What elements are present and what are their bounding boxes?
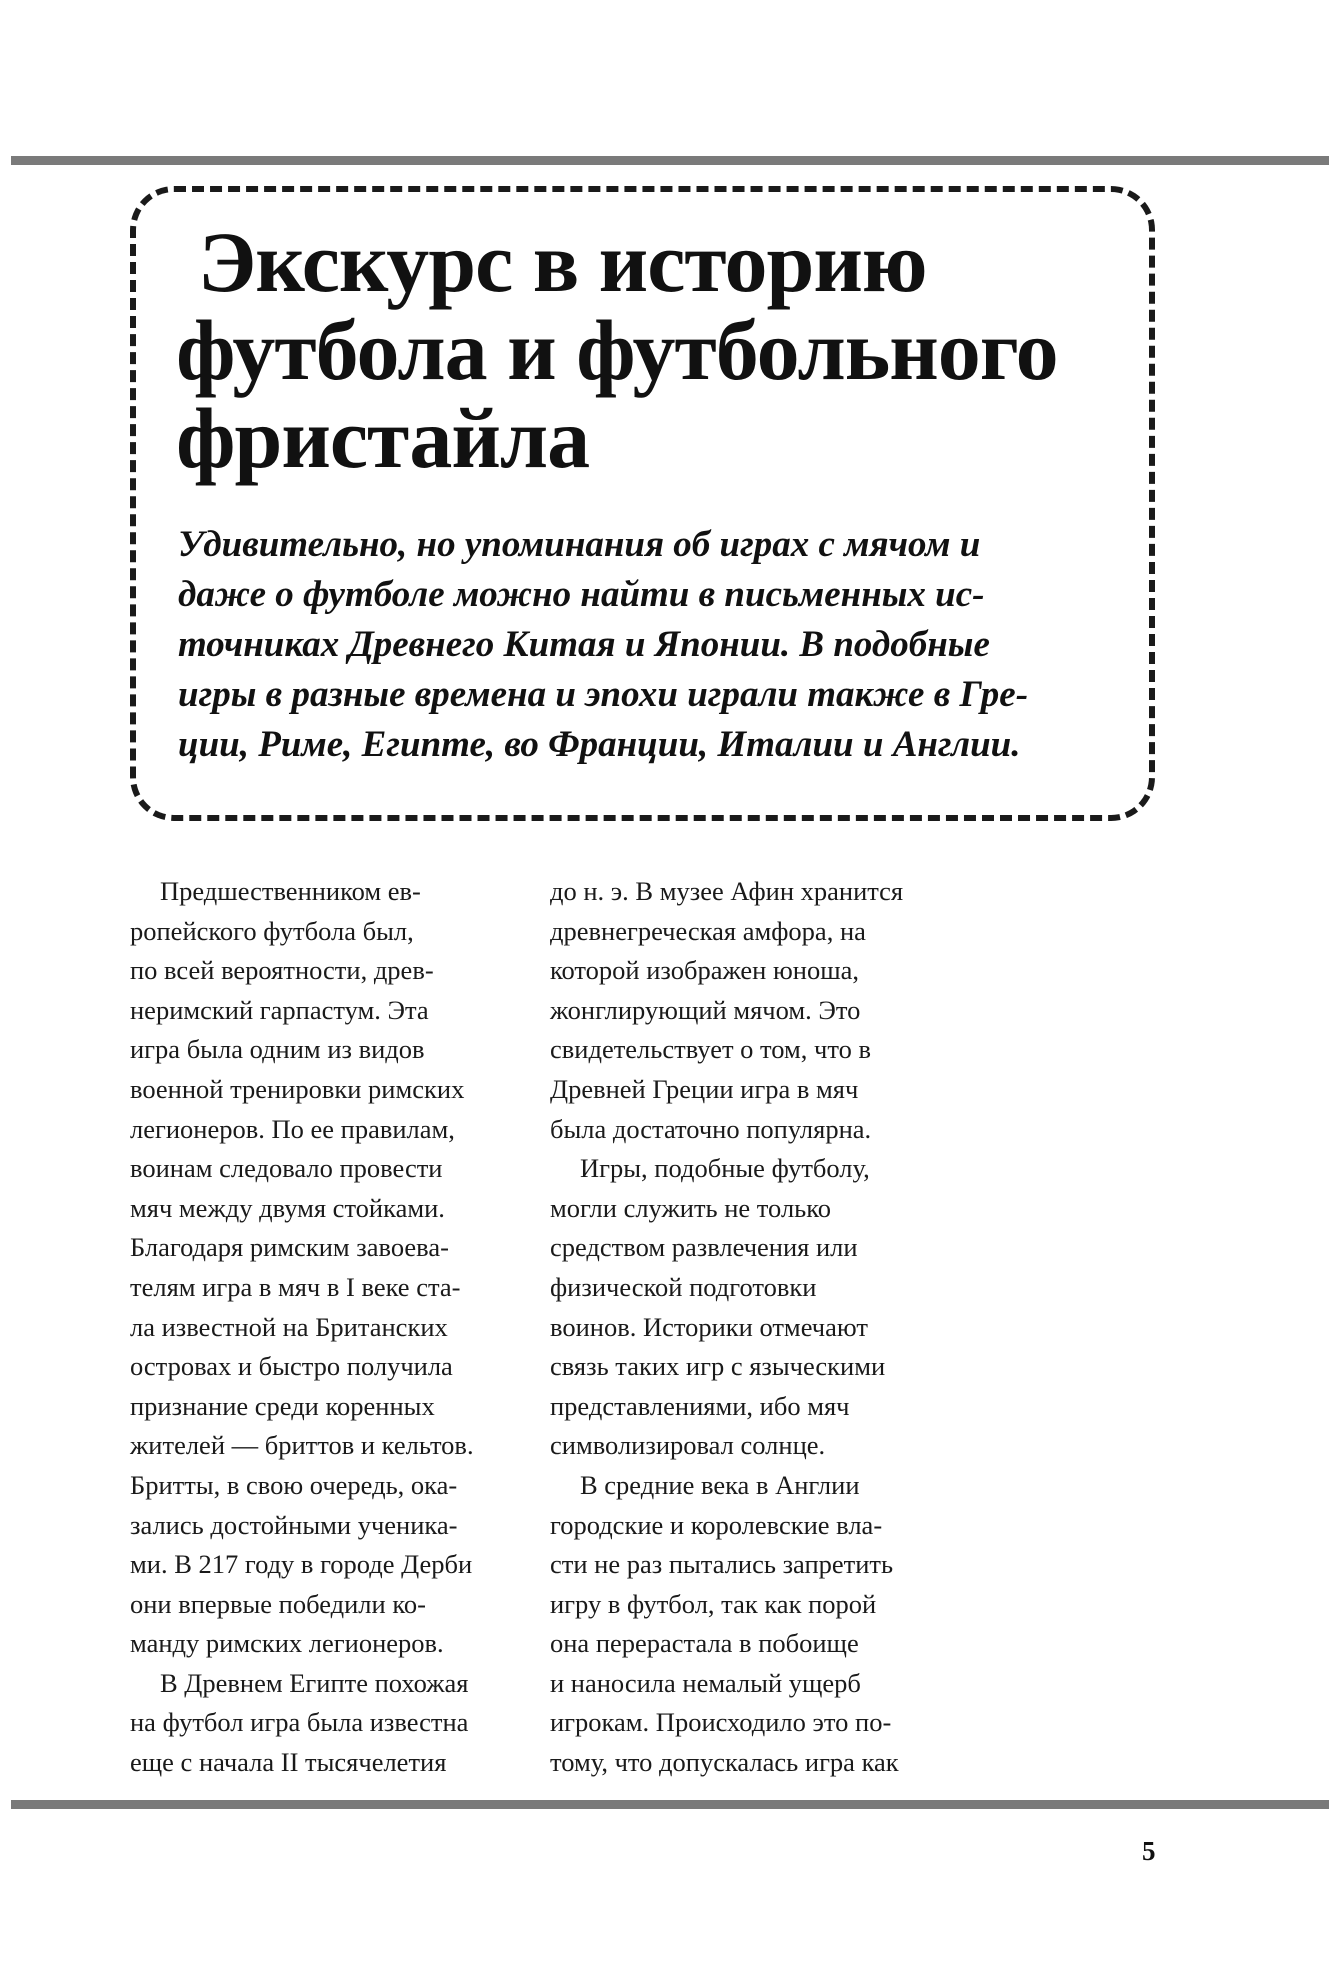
text-line: представлениями, ибо мяч bbox=[550, 1390, 850, 1421]
text-line: неримский гарпастум. Эта bbox=[130, 994, 429, 1025]
lead-paragraph bbox=[178, 520, 1128, 770]
lead-line: точниках Древнего Китая и Японии. В подобные bbox=[178, 624, 990, 665]
bottom-rule bbox=[11, 1800, 1329, 1809]
text-line: они впервые победили ко- bbox=[130, 1588, 426, 1619]
lead-line: Удивительно, но упоминания об играх с мячом и bbox=[178, 524, 981, 565]
text-line: жонглирующий мячом. Это bbox=[550, 994, 861, 1025]
text-line: игра была одним из видов bbox=[130, 1034, 425, 1065]
text-line: Благодаря римским завоева- bbox=[130, 1232, 449, 1263]
text-line: и наносила немалый ущерб bbox=[550, 1667, 861, 1698]
text-line: связь таких игр с языческими bbox=[550, 1351, 886, 1382]
page-number: 5 bbox=[1142, 1836, 1156, 1866]
top-rule bbox=[11, 156, 1329, 165]
body-column-left bbox=[130, 872, 510, 1783]
lead-line: даже о футболе можно найти в письменных ис- bbox=[178, 574, 985, 615]
text-line: ропейского футбола был, bbox=[130, 915, 414, 946]
chapter-title bbox=[176, 214, 1126, 486]
lead-line: игры в разные времена и эпохи играли также в Гре- bbox=[178, 674, 1029, 715]
text-line: Древней Греции игра в мяч bbox=[550, 1073, 859, 1104]
body-column-right bbox=[550, 872, 940, 1783]
text-line: древнегреческая амфора, на bbox=[550, 915, 866, 946]
text-line: до н. э. В музее Афин хранится bbox=[550, 876, 904, 906]
title-line: футбола и футбольного bbox=[176, 302, 1058, 398]
text-line: военной тренировки римских bbox=[130, 1073, 465, 1104]
text-line: Игры, подобные футболу, bbox=[580, 1153, 870, 1184]
lead-line: ции, Риме, Египте, во Франции, Италии и Англии. bbox=[178, 724, 1021, 765]
text-line: мяч между двумя стойками. bbox=[130, 1192, 445, 1223]
text-line: на футбол игра была известна bbox=[130, 1707, 469, 1738]
text-line: В средние века в Англии bbox=[580, 1469, 860, 1500]
text-line: свидетельствует о том, что в bbox=[550, 1034, 871, 1065]
text-line: средством развлечения или bbox=[550, 1232, 858, 1263]
text-line: городские и королевские вла- bbox=[550, 1509, 883, 1540]
text-line: признание среди коренных bbox=[130, 1390, 435, 1421]
text-line: игрокам. Происходило это по- bbox=[550, 1707, 892, 1738]
text-line: В Древнем Египте похожая bbox=[160, 1667, 469, 1698]
text-line: воинам следовало провести bbox=[130, 1153, 443, 1184]
text-line: телям игра в мяч в I веке ста- bbox=[130, 1271, 461, 1302]
title-line: фристайла bbox=[176, 390, 590, 486]
text-line: физической подготовки bbox=[550, 1271, 817, 1302]
text-line: легионеров. По ее правилам, bbox=[130, 1113, 455, 1144]
title-line: Экскурс в историю bbox=[198, 214, 927, 310]
text-line: Бритты, в свою очередь, ока- bbox=[130, 1469, 458, 1500]
text-line: ла известной на Британских bbox=[130, 1311, 448, 1342]
text-line: могли служить не только bbox=[550, 1192, 832, 1223]
text-line: жителей — бриттов и кельтов. bbox=[130, 1430, 474, 1461]
text-line: зались достойными ученика- bbox=[130, 1509, 458, 1540]
text-line: манду римских легионеров. bbox=[130, 1628, 444, 1659]
text-line: еще с начала II тысячелетия bbox=[130, 1747, 447, 1778]
text-line: символизировал солнце. bbox=[550, 1430, 826, 1461]
text-line: которой изображен юноша, bbox=[550, 955, 860, 986]
text-line: сти не раз пытались запретить bbox=[550, 1549, 894, 1580]
text-line: по всей вероятности, древ- bbox=[130, 955, 434, 986]
text-line: воинов. Историки отмечают bbox=[550, 1311, 868, 1342]
text-line: ми. В 217 году в городе Дерби bbox=[130, 1549, 473, 1580]
text-line: игру в футбол, так как порой bbox=[550, 1588, 877, 1619]
text-line: тому, что допускалась игра как bbox=[550, 1747, 899, 1778]
text-line: была достаточно популярна. bbox=[550, 1113, 872, 1144]
text-line: она перерастала в побоище bbox=[550, 1628, 859, 1659]
text-line: Предшественником ев- bbox=[160, 876, 421, 906]
text-line: островах и быстро получила bbox=[130, 1351, 453, 1382]
